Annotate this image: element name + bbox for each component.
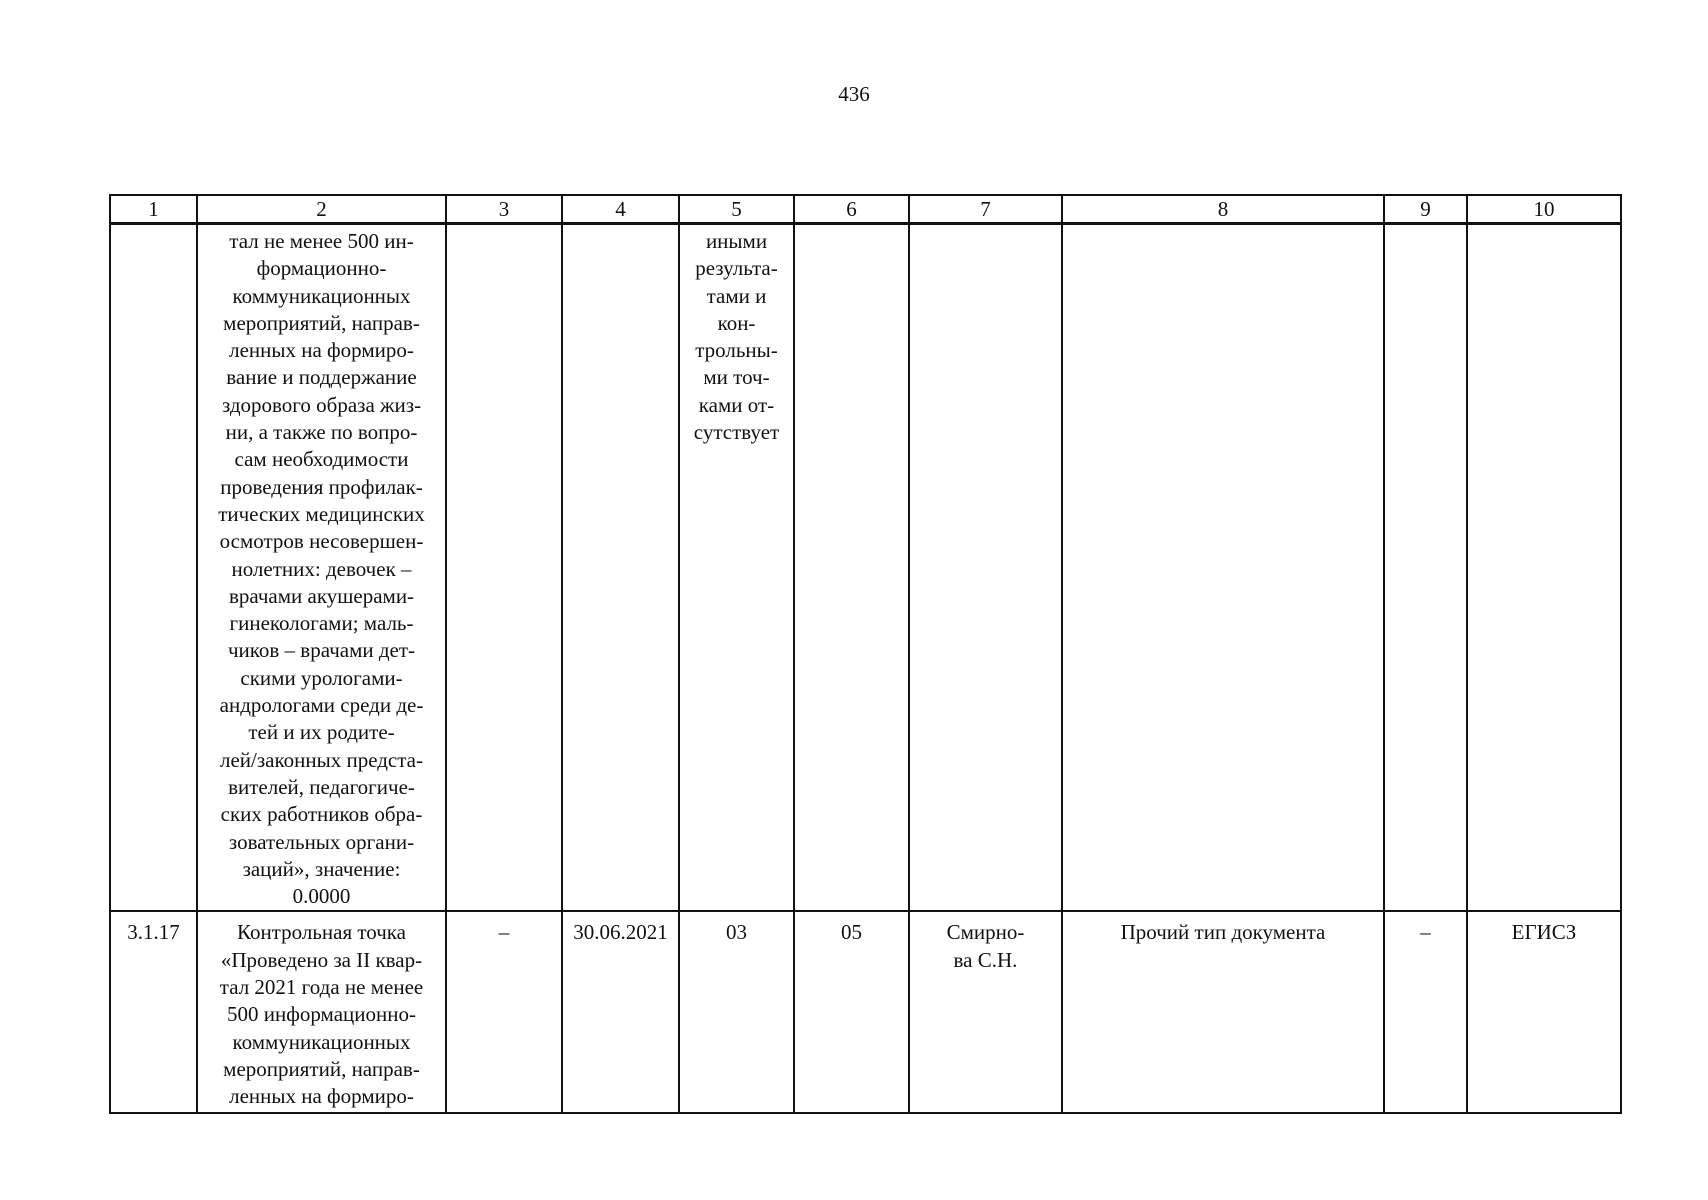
cell-text (451, 225, 557, 228)
cell-text: 3.1.17 (127, 920, 180, 945)
cell-text (567, 225, 674, 228)
cell-text: Прочий тип документа (1120, 920, 1326, 945)
cell-date (562, 911, 679, 1113)
header-row (110, 195, 1621, 224)
cell-text (1067, 225, 1379, 228)
column-header-4: 4 (562, 195, 679, 224)
cell-col9 (1384, 911, 1467, 1113)
cell-text: тал не менее 500 ин- формационно- коммуникационных мероприятий, направ- ленных на формиро- вание и поддержание здорового образа жиз- ни, а также по вопро- сам необходимости проведения профилак- тических медицинских осмотров несовершен- нолетних: девочек – врачами акушерами- гинекологами; маль- чиков – врачами дет- скими урологами- андрологами среди де- тей и их родите- лей/законных предста- вителей, педагогиче- ских работников обра- зовательных органи- заций», значение: 0.0000 (218, 229, 425, 909)
cell-document-type (1062, 224, 1384, 912)
table-row (110, 224, 1621, 912)
cell-text: 03 (726, 920, 747, 945)
cell-text (1389, 225, 1462, 228)
document-table (109, 194, 1622, 1114)
cell-col3 (446, 224, 562, 912)
cell-system (1467, 224, 1621, 912)
cell-responsible (909, 911, 1062, 1113)
column-header-2: 2 (197, 195, 446, 224)
cell-text: иными результа- тами и кон- трольны- ми точ- ками от- сутствует (693, 229, 780, 445)
column-header-8: 8 (1062, 195, 1384, 224)
cell-col5 (679, 224, 794, 912)
column-header-3: 3 (446, 195, 562, 224)
cell-text (914, 225, 1057, 228)
column-header-10: 10 (1467, 195, 1621, 224)
cell-text: ЕГИСЗ (1511, 920, 1577, 945)
cell-text: Смирно- ва С.Н. (946, 920, 1025, 972)
cell-text (799, 225, 904, 228)
cell-text (1472, 225, 1616, 228)
column-header-7: 7 (909, 195, 1062, 224)
column-header-9: 9 (1384, 195, 1467, 224)
column-header-5: 5 (679, 195, 794, 224)
cell-date (562, 224, 679, 912)
cell-col5 (679, 911, 794, 1113)
cell-number (110, 224, 197, 912)
cell-col6 (794, 224, 909, 912)
cell-text: 30.06.2021 (573, 920, 668, 945)
column-header-1: 1 (110, 195, 197, 224)
cell-text (115, 225, 192, 228)
column-header-6: 6 (794, 195, 909, 224)
cell-description (197, 224, 446, 912)
cell-responsible (909, 224, 1062, 912)
cell-text: – (1420, 920, 1431, 945)
cell-system (1467, 911, 1621, 1113)
cell-description (197, 911, 446, 1113)
cell-document-type (1062, 911, 1384, 1113)
cell-text: 05 (841, 920, 862, 945)
table-header (110, 195, 1621, 224)
cell-col6 (794, 911, 909, 1113)
cell-text: – (498, 920, 510, 945)
cell-text: Контрольная точка «Проведено за II квар- тал 2021 года не менее 500 информационно- коммуникационных мероприятий, направ- ленных на формиро- (219, 920, 424, 1109)
page-number: 436 (838, 82, 870, 106)
table-row (110, 911, 1621, 1113)
cell-col3 (446, 911, 562, 1113)
cell-number (110, 911, 197, 1113)
cell-col9 (1384, 224, 1467, 912)
